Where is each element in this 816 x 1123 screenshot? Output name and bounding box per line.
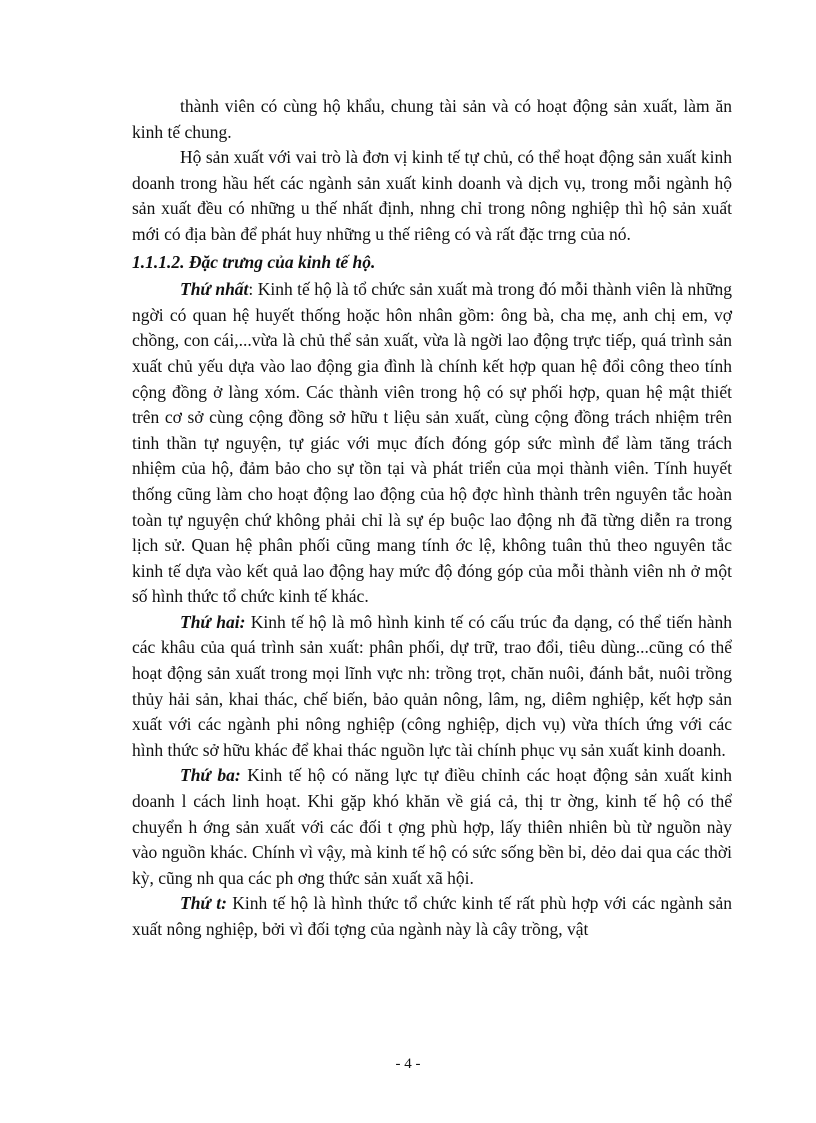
paragraph-intro-2: Hộ sản xuất với vai trò là đơn vị kinh tế tự chủ, có thể hoạt động sản xuất kinh doanh trong hầu hết các ngành sản xuất kinh doanh và dịch vụ, trong mỗi ngành hộ sản xuất đều có những u thế nhất định, nhng chỉ trong nông nghiệp thì hộ sản xuất mới có địa bàn để phát huy những u thế riêng có và rất đặc trng của nó. [132,147,732,244]
paragraph-body: Kinh tế hộ có năng lực tự điều chỉnh các hoạt động sản xuất kinh doanh l cách linh hoạt. Khi gặp khó khăn về giá cả, thị tr ờng, kinh tế hộ có thể chuyển h ớng sản xuất với các đối t ợng phù hợp, lấy thiên nhiên bù từ nguồn này vào nguồn khác. Chính vì vậy, mà kinh tế hộ có sức sống bền bỉ, dẻo dai qua các thời kỳ, cũng nh qua các ph ơng thức sản xuất xã hội. [132,765,732,888]
paragraph-third [132,763,732,891]
paragraph-intro-1: thành viên có cùng hộ khẩu, chung tài sản và có hoạt động sản xuất, làm ăn kinh tế chung. [132,96,732,142]
paragraph-body: Kinh tế hộ là hình thức tổ chức kinh tế rất phù hợp với các ngành sản xuất nông nghiệp, bởi vì đối tợng của ngành này là cây trồng, vật [132,893,732,939]
paragraph-second [132,610,732,764]
paragraph-fourth [132,891,732,942]
paragraph-body: Kinh tế hộ là mô hình kinh tế có cấu trúc đa dạng, có thể tiến hành các khâu của quá trình sản xuất: phân phối, dự trữ, trao đổi, tiêu dùng...cũng có thể hoạt động sản xuất trong mọi lĩnh vực nh: trồng trọt, chăn nuôi, đánh bắt, nuôi trồng thủy hải sản, khai thác, chế biến, bảo quản nông, lâm, ng, diêm nghiệp, kết hợp sản xuất với các ngành phi nông nghiệp (công nghiệp, dịch vụ) vừa thích ứng với các hình thức sở hữu khác để khai thác nguồn lực tài chính phục vụ sản xuất kinh doanh. [132,611,732,760]
paragraph-body: : Kinh tế hộ là tổ chức sản xuất mà trong đó mỗi thành viên là những ngời có quan hệ huyết thống hoặc hôn nhân gồm: ông bà, cha mẹ, anh chị em, vợ chồng, con cái,...vừa là chủ thể sản xuất, vừa là ngời lao động trực tiếp, quá trình sản xuất chủ yếu dựa vào lao động gia đình là chính kết hợp quan hệ đổi công theo tính cộng đồng ở làng xóm. Các thành viên trong hộ có sự phối hợp, quan hệ mật thiết trên cơ sở cùng cộng đồng sở hữu t liệu sản xuất, cùng cộng đồng trách nhiệm trên tinh thần tự nguyện, tự giác với mục đích đóng góp sức mình để làm tăng trách nhiệm của hộ, đảm bảo cho sự tồn tại và phát triển của mọi thành viên. Tính huyết thống cũng làm cho hoạt động lao động của hộ đợc hình thành trên nguyên tắc hoàn toàn tự nguyện chứ không phải chỉ là sự ép buộc lao động nh đã từng diễn ra trong lịch sử. Quan hệ phân phối cũng mang tính ớc lệ, không tuân thủ theo nguyên tắc kinh tế dựa vào kết quả lao động hay mức độ đóng góp của mỗi thành viên nh ở một số hình thức tổ chức kinh tế khác. [132,279,732,607]
paragraph-lead: Thứ nhất [180,279,249,300]
section-heading: 1.1.1.2. Đặc trưng của kinh tế hộ. [132,251,376,272]
paragraph-lead: Thứ t: [180,893,227,914]
document-page [132,94,732,943]
paragraph-lead: Thứ ba: [180,765,241,786]
paragraph-first [132,277,732,610]
page-number: - 4 - [395,1056,421,1072]
paragraph-lead: Thứ hai: [180,611,246,632]
